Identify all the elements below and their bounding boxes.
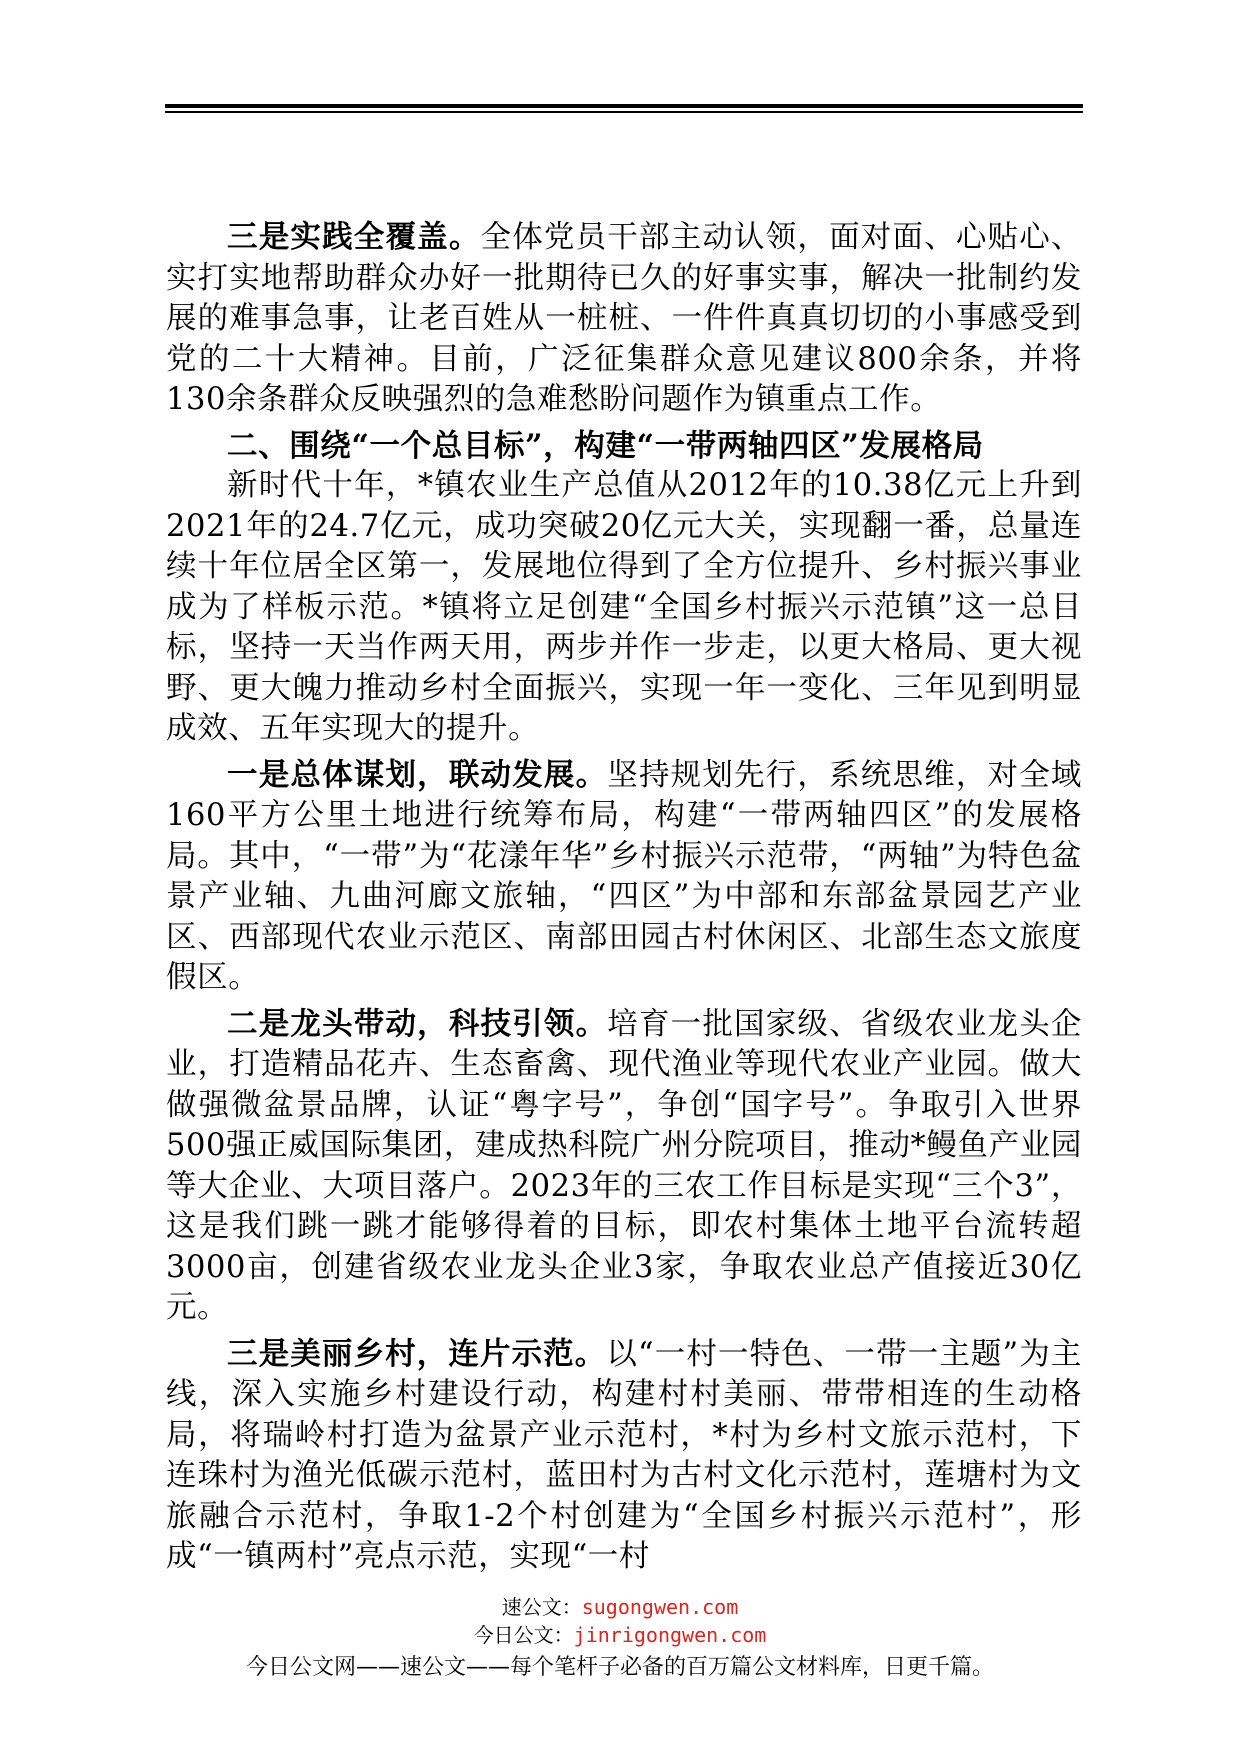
footer-link-jinrigongwen[interactable]: jinrigongwen.com: [573, 1623, 767, 1647]
paragraph-body: 全体党员干部主动认领，面对面、心贴心、实打实地帮助群众办好一批期待已久的好事实事，解决一批制约发展的难事急事，让老百姓从一桩桩、一件件真真切切的小事感受到党的二十大精神。目前，广泛征集群众意见建议800余条，并将130余条群众反映强烈的急难愁盼问题作为镇重点工作。: [166, 220, 1082, 417]
paragraph-lead: 三是美丽乡村，连片示范。: [227, 1335, 607, 1372]
paragraph-new-era: [166, 466, 1082, 750]
footer-link-sugongwen[interactable]: sugongwen.com: [581, 1595, 739, 1619]
paragraph-lead: 三是实践全覆盖。: [227, 219, 481, 255]
paragraph-body: 新时代十年，*镇农业生产总值从2012年的10.38亿元上升到2021年的24.7亿元，成功突破20亿元大关，实现翻一番，总量连续十年位居全区第一，发展地位得到了全方位提升、乡村振兴事业成为了样板示范。*镇将立足创建“全国乡村振兴示范镇”这一总目标，坚持一天当作两天用，两步并作一步走，以更大格局、更大视野、更大魄力推动乡村全面振兴，实现一年一变化、三年见到明显成效、五年实现大的提升。: [166, 468, 1082, 746]
footer-label: 速公文：: [501, 1595, 582, 1619]
paragraph-practice-coverage: [166, 217, 1082, 421]
footer-slogan: 今日公文网——速公文——每个笔杆子必备的百万篇公文材料库，日更千篇。: [245, 1655, 994, 1680]
header-rule-thin: [165, 111, 1083, 113]
footer-line-sugongwen: [0, 1593, 1240, 1621]
paragraph-lead: 二是龙头带动，科技引领。: [227, 1005, 608, 1042]
header-rule-thick: [165, 104, 1083, 108]
document-body: [166, 217, 1082, 1578]
paragraph-body: 坚持规划先行，系统思维，对全域160平方公里土地进行统筹布局，构建“一带两轴四区”的发展格局。其中，“一带”为“花漾年华”乡村振兴示范带，“两轴”为特色盆景产业轴、九曲河廊文旅轴，“四区”为中部和东部盆景园艺产业区、西部现代农业示范区、南部田园古村休闲区、北部生态文旅度假区。: [166, 757, 1083, 995]
paragraph-leading-enterprises: [166, 1004, 1082, 1329]
paragraph-body: 以“一村一特色、一带一主题”为主线，深入实施乡村建设行动，构建村村美丽、带带相连的生动格局，将瑞岭村打造为盆景产业示范村，*村为乡村文旅示范村，下连珠村为渔光低碳示范村，蓝田村为古村文化示范村，莲塘村为文旅融合示范村，争取1-2个村创建为“全国乡村振兴示范村”，形成“一镇两村”亮点示范，实现“一村: [166, 1336, 1082, 1574]
footer-watermark: [0, 1593, 1240, 1683]
footer-label: 今日公文：: [473, 1623, 574, 1647]
paragraph-beautiful-villages: [166, 1334, 1082, 1578]
section-heading-2: 二、围绕“一个总目标”，构建“一带两轴四区”发展格局: [227, 427, 984, 464]
footer-line-jinrigongwen: [0, 1621, 1240, 1649]
paragraph-lead: 一是总体谋划，联动发展。: [227, 756, 608, 793]
paragraph-overall-planning: [166, 755, 1082, 999]
paragraph-body: 培育一批国家级、省级农业龙头企业，打造精品花卉、生态畜禽、现代渔业等现代农业产业园。做大做强微盆景品牌，认证“粤字号”，争创“国字号”。争取引入世界500强正威国际集团，建成热科院广州分院项目，推动*鳗鱼产业园等大企业、大项目落户。2023年的三农工作目标是实现“三个3”，这是我们跳一跳才能够得着的目标，即农村集体土地平台流转超3000亩，创建省级农业龙头企业3家，争取农业总产值接近30亿元。: [166, 1006, 1083, 1325]
